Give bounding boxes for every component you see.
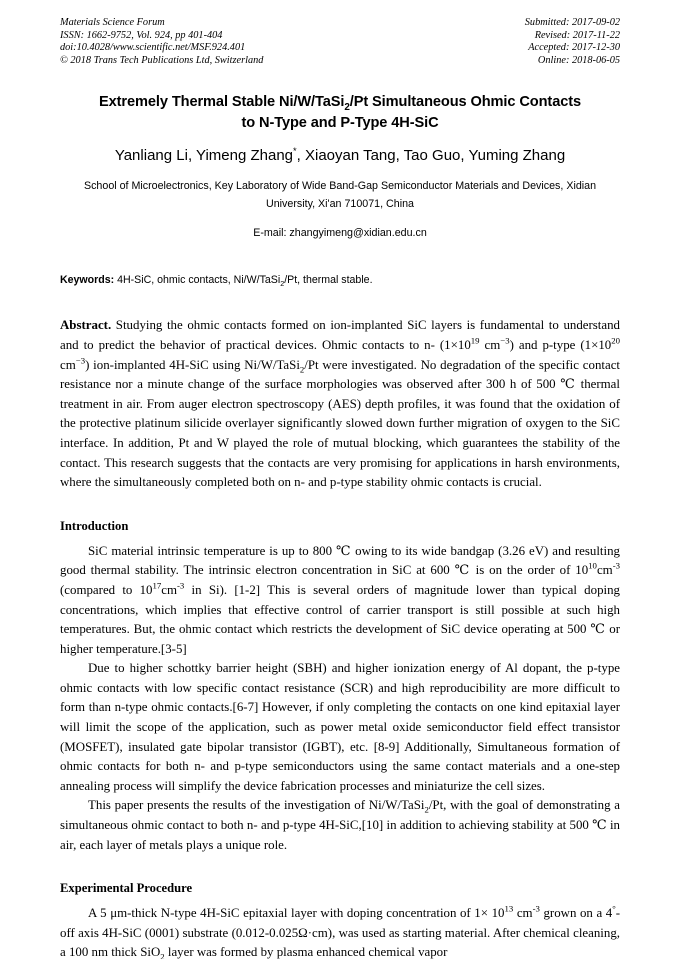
journal-copyright: © 2018 Trans Tech Publications Ltd, Switzerland [60,54,264,66]
intro-p1-text-4: cm [161,582,178,597]
intro-p1-sup-2: -3 [612,561,620,572]
keywords-line [60,273,620,288]
abstract-text-5: ) ion-implanted 4H-SiC using Ni/W/TaSi [85,357,300,372]
intro-p3-text-1: This paper presents the results of the investigation of Ni/W/TaSi [88,798,425,813]
keywords-text-part1: 4H-SiC, ohmic contacts, Ni/W/TaSi [114,274,281,287]
journal-name: Materials Science Forum [60,17,165,28]
abstract-text-4: cm [60,357,76,372]
intro-p1-text-1: SiC material intrinsic temperature is up to 800 ℃ owing to its wide bandgap (3.26 eV) and resulting good thermal stability. The intrinsic electron concentration in SiC at 600 ℃ is on the order of 10 [60,543,620,578]
intro-p1-sup-3: 17 [152,580,162,591]
journal-header [60,0,620,67]
abstract-sup-3: 20 [611,335,620,346]
affiliation-line1: School of Microelectronics, Key Laboratory of Wide Band-Gap Semiconductor Materials and [83,180,520,193]
journal-issn: ISSN: 1662-9752, Vol. 924, pp 401-404 [60,29,223,41]
intro-p1-sup-4: -3 [177,580,185,591]
abstract-text-2: cm [479,337,501,352]
abstract-paragraph [60,316,620,492]
exp-p1-text-2: cm [513,906,533,921]
contact-email: E-mail: zhangyimeng@xidian.edu.cn [253,227,427,240]
affiliation-line2: Devices, Xidian University, Xi'an 710071, China [266,180,597,211]
introduction-paragraph-1 [60,542,620,660]
abstract-text-1: Studying the ohmic contacts formed on ion-implanted SiC layers is fundamental to understand and to predict the behavior of practical devices. Ohmic contacts to n- (1×10 [60,318,620,352]
keywords-text-part2: /Pt, thermal stable. [284,274,373,287]
date-online: Online: 2018-06-05 [537,54,620,66]
journal-header-left [60,17,263,67]
page-content [60,0,620,959]
exp-p1-sub-1: 2 [160,951,165,959]
exp-p1-text-1: A 5 μm-thick N-type 4H-SiC epitaxial layer with doping concentration of 1× 10 [88,906,505,921]
intro-p1-text-5: in Si). [1-2] This is several orders of magnitude lower than typical doping concentrations, which implies that effective control of carrier transport is still possible at such high temperatures. But, the ohmic contact which restricts the development of SiC device operating at 500 ℃ or higher temperature.[3-5] [60,582,620,656]
abstract-sub-1: 2 [299,364,305,375]
keywords-subscript: 2 [280,279,285,289]
date-submitted: Submitted: 2017-09-02 [524,17,620,28]
section-heading-introduction: Introduction [60,518,129,533]
title-line1-part1: Extremely Thermal Stable Ni/W/TaSi [99,94,345,111]
exp-p1-text-3: grown on a 4 [539,906,613,921]
exp-p1-text-5: layer was formed by plasma enhanced chemical vapor [164,945,448,959]
experimental-paragraph-1 [60,904,620,959]
abstract-label: Abstract. [60,318,112,333]
journal-doi: doi:10.4028/www.scientific.net/MSF.924.401 [60,42,246,54]
abstract-sup-2: −3 [500,335,510,346]
exp-p1-sup-3: ° [612,903,616,914]
abstract-text-6: /Pt were investigated. No degradation of the specific contact resistance nor a minute change of the surface morphologies was observed after 300 h of 500 ℃ thermal treatment in air. From auger electron spectroscopy (AES) depth profiles, it was found that the oxidation of the protective platinum silicide overlayer significantly slowed down further migration of oxygen to the SiC interface. In addition, Pt and W played the role of mutual blocking, which guarantees the stability of the contact. This research suggests that the contacts are very promising for applications in harsh environments, where the simultaneously completed both on n- and p-type stability ohmic contacts is crucial. [60,357,620,490]
introduction-paragraph-2: Due to higher schottky barrier height (SBH) and higher ionization energy of Al dopant, the p-type ohmic contacts with low specific contact resistance (SCR) and high reproducibility are more difficult to form than n-type ohmic contacts.[6-7] However, if only completing the contacts on one kind epitaxial layer will limit the scope of the application, such as power metal oxide semiconductor field effect transistor (MOSFET), insulated gate bipolar transistor (IGBT), etc. [8-9] Additionally, Simultaneous formation of ohmic contacts for both n- and p-type semiconductors using the same contact materials and a one-step annealing process will simplify the device fabrication processes and miniaturize the cell sizes. [60,661,620,793]
abstract-sup-1: 19 [470,335,480,346]
page-title [60,92,620,134]
date-revised: Revised: 2017-11-22 [534,29,620,41]
title-line1-part2: /Pt Simultaneous Ohmic Contacts [349,94,581,111]
title-subscript: 2 [344,102,350,114]
intro-p1-text-3: (compared to 10 [60,582,153,597]
exp-p1-sup-1: 13 [504,903,514,914]
intro-p3-sub-1: 2 [424,805,429,816]
date-accepted: Accepted: 2017-12-30 [528,42,620,54]
intro-p3-text-2: /Pt, with the goal of demonstrating a simultaneous ohmic contact to both n- and p-type 4H-SiC,[10] in addition to achieving stability at 500 ℃ in air, each layer of metals plays a unique role. [60,798,620,852]
corresponding-author-marker: * [293,146,297,157]
title-line2: to N-Type and P-Type 4H-SiC [241,115,439,132]
affiliation [60,177,620,213]
journal-header-right [525,17,620,67]
intro-p1-sup-1: 10 [588,561,597,572]
introduction-paragraph-3 [60,796,620,855]
abstract-sup-4: −3 [75,355,86,366]
author-list [60,146,620,166]
keywords-label: Keywords: [60,274,115,287]
section-heading-experimental-procedure: Experimental Procedure [60,881,193,896]
authors-after-star: , Xiaoyan Tang, Tao Guo, Yuming Zhang [296,147,566,165]
authors-before-star: Yanliang Li, Yimeng Zhang [114,147,294,165]
abstract-text-3: ) and p-type (1×10 [509,337,612,352]
exp-p1-text-4: -off axis 4H-SiC (0001) substrate (0.012-0.025Ω·cm), was used as starting material. After chemical cleaning, a 100 nm thick SiO [60,906,620,959]
exp-p1-sup-2: -3 [532,903,540,914]
intro-p1-text-2: cm [596,563,613,578]
